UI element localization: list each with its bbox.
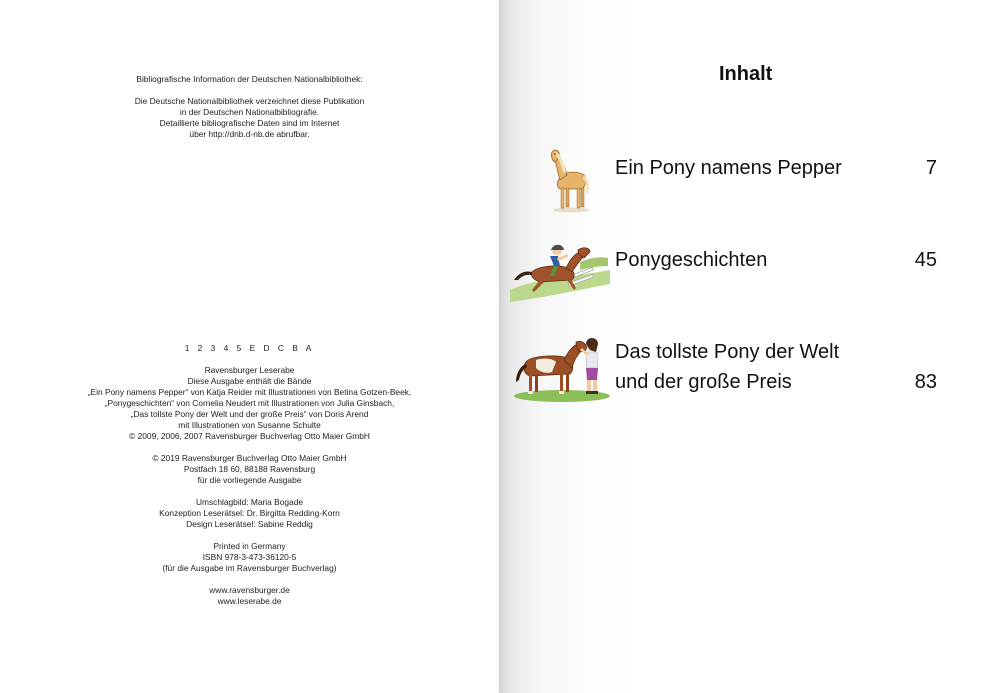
toc-entry-title-line2[interactable]: und der große Preis [615,371,792,393]
edition-line: mit Illustrationen von Susanne Schulte [178,420,321,430]
biblio-line: Die Deutsche Nationalbibliothek verzeichnet diese Publikation [134,96,365,106]
edition-line: „Ponygeschichten“ von Cornelia Neudert mit Illustrationen von Julia Ginsbach, [104,398,395,408]
toc-entry-title[interactable]: Das tollste Pony der Welt [615,341,840,363]
credit-line: Design Leserätsel: Sabine Reddig [186,519,313,529]
copyright-line: © 2019 Ravensburger Buchverlag Otto Maier GmbH [152,453,347,463]
print-codes: 1 2 3 4 5 E D C B A [184,343,315,353]
toc-page-number[interactable]: 83 [914,371,937,393]
edition-line: „Das tollste Pony der Welt und der große Preis“ von Doris Arend [130,409,369,419]
standing-pony-icon [546,148,596,214]
print-info-line: ISBN 978-3-473-36120-5 [202,552,297,562]
copyright-line: für die vorliegende Ausgabe [197,475,302,485]
jumping-rider-icon [510,232,610,304]
website-link[interactable]: www.ravensburger.de [209,585,290,595]
girl-with-pony-icon [512,334,610,404]
edition-line: © 2009, 2006, 2007 Ravensburger Buchverlag Otto Maier GmbH [129,431,370,441]
bibliographic-info [0,74,499,140]
biblio-line: Detaillierte bibliografische Daten sind im Internet [159,118,340,128]
biblio-heading: Bibliografische Information der Deutschen Nationalbibliothek: [136,74,363,84]
toc-page-number[interactable]: 7 [925,157,937,179]
toc-page-number[interactable]: 45 [914,249,937,271]
biblio-line: in der Deutschen Nationalbibliografie. [179,107,320,117]
print-info-line: Printed in Germany [213,541,286,551]
edition-line: Diese Ausgabe enthält die Bände [187,376,312,386]
imprint-block [0,343,499,607]
edition-line: „Ein Pony namens Pepper“ von Katja Reider mit Illustrationen von Betina Gotzen-Beek, [87,387,412,397]
toc-title: Inhalt [719,63,773,85]
credit-line: Umschlagbild: Maria Bogade [195,497,304,507]
toc-entry-title[interactable]: Ponygeschichten [615,249,768,271]
website-link[interactable]: www.leserabe.de [217,596,282,606]
toc-entry-title[interactable]: Ein Pony namens Pepper [615,157,842,179]
print-info-line: (für die Ausgabe im Ravensburger Buchverlag) [162,563,337,573]
biblio-line: über http://dnb.d-nb.de abrufbar. [189,129,310,139]
credit-line: Konzeption Leserätsel: Dr. Birgitta Redding-Korn [159,508,340,518]
edition-line: Ravensburger Leserabe [204,365,295,375]
copyright-line: Postfach 18 60, 88188 Ravensburg [183,464,316,474]
